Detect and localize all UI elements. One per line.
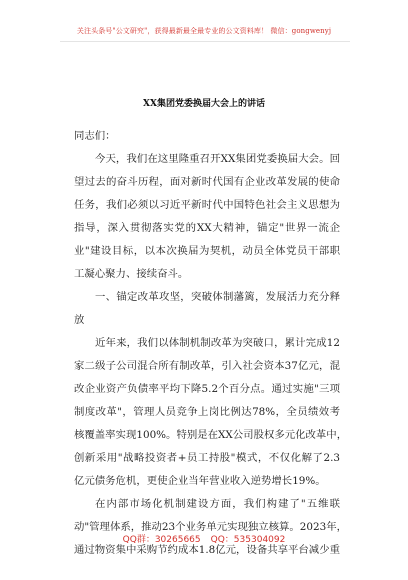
paragraph-line: 近年来，我们以体制机制改革为突破口，累计完成12 [95, 337, 340, 349]
paragraph-line: 亿元债务危机，更使企业当年营业收入逆势增长19%。 [74, 475, 326, 487]
paragraph-line: 业"建设目标，以本次换届为契机，动员全体党员干部职 [74, 245, 340, 257]
paragraph-line: 通过物资集中采购节约成本1.8亿元，设备共享平台减少重 [74, 544, 340, 556]
paragraph-line: 今天，我们在这里隆重召开XX集团党委换届大会。回 [95, 153, 340, 165]
header-divider [60, 41, 350, 42]
paragraph-line: 工凝心聚力、接续奋斗。 [74, 268, 189, 280]
section-heading: 一、锚定改革攻坚，突破体制藩篱，发展活力充分释 [95, 291, 340, 303]
header-banner: 关注头条号"公文研究"，获得最新最全最专业的公文资料库！ 微信：gongwenyj [76, 27, 332, 35]
paragraph-line: 家二级子公司混合所有制改革，引入社会资本37亿元，混 [74, 360, 340, 372]
paragraph-line: 动"管理体系，推动23个业务单元实现独立核算。2023年， [74, 521, 348, 533]
document-title: XX集团党委换届大会上的讲话 [143, 99, 265, 109]
paragraph-line: 创新采用"战略投资者+员工持股"模式，不仅化解了2.3 [74, 452, 340, 464]
document-body [74, 125, 348, 562]
footer-qq: QQ：535304092 [210, 535, 286, 545]
paragraph-line: 在内部市场化机制建设方面，我们构建了"五维联 [95, 498, 340, 510]
paragraph-line: 制度改革"，管理人员竞争上岗比例达78%，全员绩效考 [74, 406, 340, 418]
paragraph-line: 望过去的奋斗历程，面对新时代国有企业改革发展的使命 [74, 176, 340, 188]
paragraph-line: 任务，我们必须以习近平新时代中国特色社会主义思想为 [74, 199, 340, 211]
section-heading: 放 [74, 314, 85, 326]
footer-qq-group: QQ群：30265665 [122, 535, 201, 545]
footer-contact [0, 532, 408, 545]
paragraph-line: 核覆盖率实现100%。特别是在XX公司股权多元化改革中， [74, 429, 348, 441]
paragraph-line: 指导，深入贯彻落实党的XX大精神，锚定"世界一流企 [74, 222, 340, 234]
paragraph-line: 改企业资产负债率平均下降5.2个百分点。通过实施"三项 [74, 383, 340, 395]
salutation: 同志们： [74, 130, 116, 142]
